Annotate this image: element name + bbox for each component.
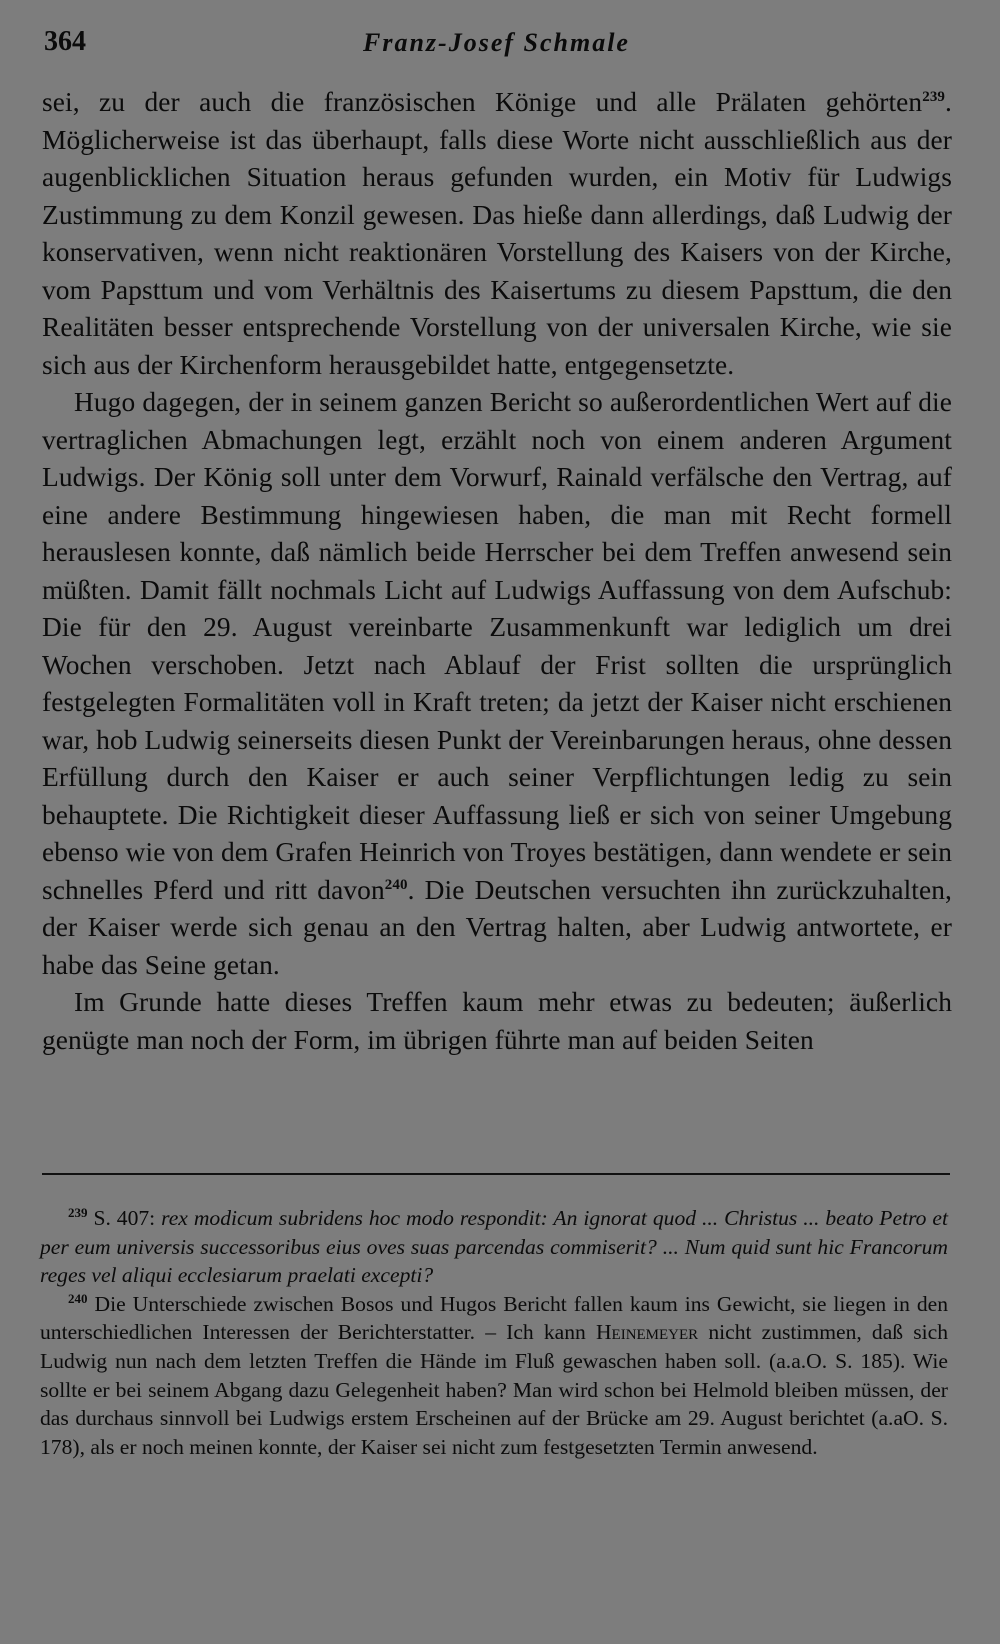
footnote-240 [40,1290,948,1462]
paragraph-1-text-b: . Möglicherweise ist das überhaupt, falls diese Worte nicht ausschließlich aus der augenblicklichen Situation heraus gefunden wurden, ein Motiv für Ludwigs Zustimmung zu dem Konzil gewesen. Das hieße dann allerdings, daß Ludwig der konservativen, wenn nicht reaktionären Vorstellung des Kaisers von der Kirche, vom Papsttum und vom Verhältnis des Kaisertums zu diesem Papsttum, die den Realitäten besser entsprechende Vorstellung von der universalen Kirche, wie sie sich aus der Kirchenform herausgebildet hatte, entgegensetzte. [42,87,952,380]
page-number: 364 [44,26,86,57]
footnote-240-author-name: Heinemeyer [595,1320,699,1345]
footnote-239-quote: rex modicum subridens hoc modo respondit: An ignorat quod ... Christus ... beato Petro et per eum universis successoribus eius oves suas parcendas commiserit? ... Num quid sunt hic Francorum reges vel aliqui ecclesiarum praelati excepti? [40,1206,948,1288]
footnotes [40,1204,948,1461]
footnote-239-lead: S. 407: [93,1206,162,1230]
paragraph-1 [42,84,952,384]
footnote-240-text-b: nicht zustimmen, daß sich Ludwig nun nach dem letzten Treffen die Hände im Fluß gewaschen haben soll. (a.a.O. S. 185). Wie sollte er bei seinem Abgang dazu Gelegenheit haben? Man wird schon bei Helmold bleiben müssen, der das durchaus sinnvoll bei Ludwigs erstem Erscheinen auf der Brücke am 29. August berichtet (a.aO. S. 178), als er noch meinen konnte, der Kaiser sei nicht zum festgesetzten Termin anwesend. [40,1320,948,1459]
footnote-divider [42,1173,950,1175]
footnote-240-text-a: Die Unterschiede zwischen Bosos und Hugos Bericht fallen kaum ins Gewicht, sie liegen in den unterschiedlichen Interessen der Berichterstatter. – Ich kann [40,1291,949,1345]
running-head: Franz-Josef Schmale [363,28,630,57]
footnote-239 [40,1204,948,1290]
paragraph-1-text-a: sei, zu der auch die französischen Könige und alle Prälaten gehörten [42,87,923,117]
main-text [42,84,952,1059]
page-header [44,22,949,66]
footnote-239-mark: 239 [68,1204,88,1220]
paragraph-2-text-a: Hugo dagegen, der in seinem ganzen Bericht so außerordentlichen Wert auf die vertraglichen Abmachungen legt, erzählt noch von einem anderen Argument Ludwigs. Der König soll unter dem Vorwurf, Rainald verfälsche den Vertrag, auf eine andere Bestimmung hingewiesen haben, die man mit Recht formell herauslesen konnte, daß nämlich beide Herrscher bei dem Treffen anwesend sein müßten. Damit fällt nochmals Licht auf Ludwigs Auffassung von dem Aufschub: Die für den 29. August vereinbarte Zusammenkunft war lediglich um drei Wochen verschoben. Jetzt nach Ablauf der Frist sollten die ursprünglich festgelegten Formalitäten voll in Kraft treten; da jetzt der Kaiser nicht erschienen war, hob Ludwig seinerseits diesen Punkt der Vereinbarungen heraus, ohne dessen Erfüllung durch den Kaiser er auch seiner Verpflichtungen ledig zu sein behauptete. Die Richtigkeit dieser Auffassung ließ er sich von seiner Umgebung ebenso wie von dem Grafen Heinrich von Troyes bestätigen, dann wendete er sein schnelles Pferd und ritt davon [42,387,952,905]
footnote-ref-240[interactable]: 240 [384,876,408,893]
paragraph-2-text-b: . Die Deutschen versuchten ihn zurückzuhalten, der Kaiser werde sich genau an den Vertrag halten, aber Ludwig antwortete, er habe das Seine getan. [42,874,952,980]
footnote-ref-239[interactable]: 239 [922,88,946,105]
paragraph-3: Im Grunde hatte dieses Treffen kaum mehr etwas zu bedeuten; äußerlich genügte man noch der Form, im übrigen führte man auf beiden Seiten [42,987,952,1055]
footnote-240-mark: 240 [68,1290,88,1306]
paragraph-2 [42,384,952,984]
